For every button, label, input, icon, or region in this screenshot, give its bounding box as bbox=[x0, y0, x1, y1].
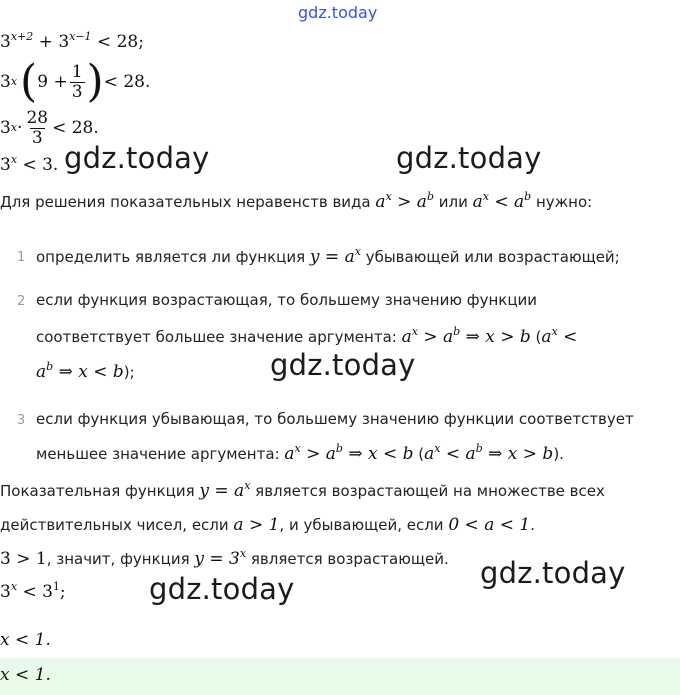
inner-expr: 9 + bbox=[37, 72, 68, 92]
list-item-3-line-1: если функция убывающая, то большему значению функции соответствует bbox=[36, 410, 634, 428]
math: $a^x > a^b$ ⇒ x < b bbox=[284, 442, 414, 464]
math: $y = a^x$ bbox=[309, 245, 361, 267]
math: 0 < a < 1 bbox=[448, 515, 531, 535]
math: a > 1 bbox=[233, 515, 280, 535]
watermark: gdz.today bbox=[149, 572, 295, 606]
list-item-2-line-1: если функция возрастающая, то большему значению функции bbox=[36, 291, 538, 309]
denominator: 3 bbox=[31, 127, 43, 148]
fraction bbox=[70, 63, 85, 101]
math: $a^x < a^b$ ⇒ x > b bbox=[424, 442, 554, 464]
top-watermark: gdz.today bbox=[298, 3, 378, 22]
property-line-1: Показательная функция $y = a^x$ является возрастающей на множестве всех bbox=[0, 479, 605, 501]
tail: < 3. bbox=[17, 155, 59, 175]
base: 3 bbox=[58, 32, 70, 52]
conclusion-line: 3 > 1, значит, функция $y = 3^x$ является возрастающей. bbox=[0, 547, 449, 569]
list-item-1: определить является ли функция $y = a^x$ убывающей или возрастающей; bbox=[36, 245, 620, 267]
math-step-4 bbox=[0, 155, 58, 175]
denominator: 3 bbox=[71, 81, 83, 102]
math: $a^x > a^b$ bbox=[375, 190, 434, 212]
tail: < 28. bbox=[52, 118, 99, 138]
math: $a^b$ ⇒ x < b bbox=[36, 360, 124, 382]
tail: < 28. bbox=[103, 72, 151, 92]
text: нужно: bbox=[531, 193, 593, 211]
operator: + bbox=[33, 32, 59, 52]
watermark: gdz.today bbox=[396, 141, 542, 175]
list-item-2-line-2: соответствует большее значение аргумента: $a^x > a^b$ ⇒ x > b ($a^x$ < bbox=[36, 325, 578, 347]
math: $a^x > a^b$ ⇒ x > b bbox=[401, 325, 531, 347]
base: 3 bbox=[0, 32, 11, 52]
math: $y = 3^x$ bbox=[194, 547, 247, 569]
math: $y = a^x$ bbox=[199, 479, 251, 501]
exponent: x bbox=[10, 153, 18, 166]
list-number: 2 bbox=[17, 294, 26, 309]
math-step-5: $3^x < 3^1$; bbox=[0, 580, 66, 602]
numerator: 28 bbox=[26, 107, 49, 128]
math-step-6: x < 1. bbox=[0, 630, 51, 650]
base: 3 bbox=[0, 155, 11, 175]
numerator: 1 bbox=[71, 61, 83, 82]
answer-text: x < 1. bbox=[0, 665, 51, 685]
fraction bbox=[24, 109, 50, 147]
list-item-3-line-2: меньшее значение аргумента: $a^x > a^b$ ⇒ x < b ($a^x < a^b$ ⇒ x > b). bbox=[36, 442, 564, 464]
text: Для решения показательных неравенств вида bbox=[0, 193, 376, 211]
dot: · bbox=[17, 118, 23, 138]
watermark: gdz.today bbox=[270, 348, 416, 382]
right-paren: ) bbox=[86, 56, 104, 107]
list-number: 1 bbox=[17, 250, 26, 265]
math: $a^x < a^b$ bbox=[472, 190, 532, 212]
watermark: gdz.today bbox=[64, 141, 210, 175]
math: 3 > 1 bbox=[0, 549, 47, 569]
text: или bbox=[433, 193, 473, 211]
math-step-2: 3 x ( 9 + $\frac{1}{3}$ ) < 28. bbox=[0, 56, 151, 107]
math: $a^x$ < bbox=[541, 325, 578, 347]
watermark: gdz.today bbox=[480, 556, 626, 590]
left-paren: ( bbox=[20, 56, 38, 107]
rule-text bbox=[0, 192, 592, 212]
list-number: 3 bbox=[17, 413, 26, 428]
property-line-2: действительных чисел, если a > 1, и убывающей, если 0 < a < 1. bbox=[0, 515, 535, 535]
list-item-2-line-3: $a^b$ ⇒ x < b); bbox=[36, 360, 135, 382]
math-step-3: 3 x · $\frac{28}{3}$ < 28. bbox=[0, 107, 99, 148]
math-step-1 bbox=[0, 32, 144, 52]
exponent: x+2 bbox=[10, 30, 34, 43]
base: 3 bbox=[0, 118, 11, 138]
tail: < 28; bbox=[91, 32, 144, 52]
base: 3 bbox=[0, 72, 11, 92]
answer-box bbox=[0, 658, 680, 695]
exponent: x−1 bbox=[69, 30, 92, 43]
